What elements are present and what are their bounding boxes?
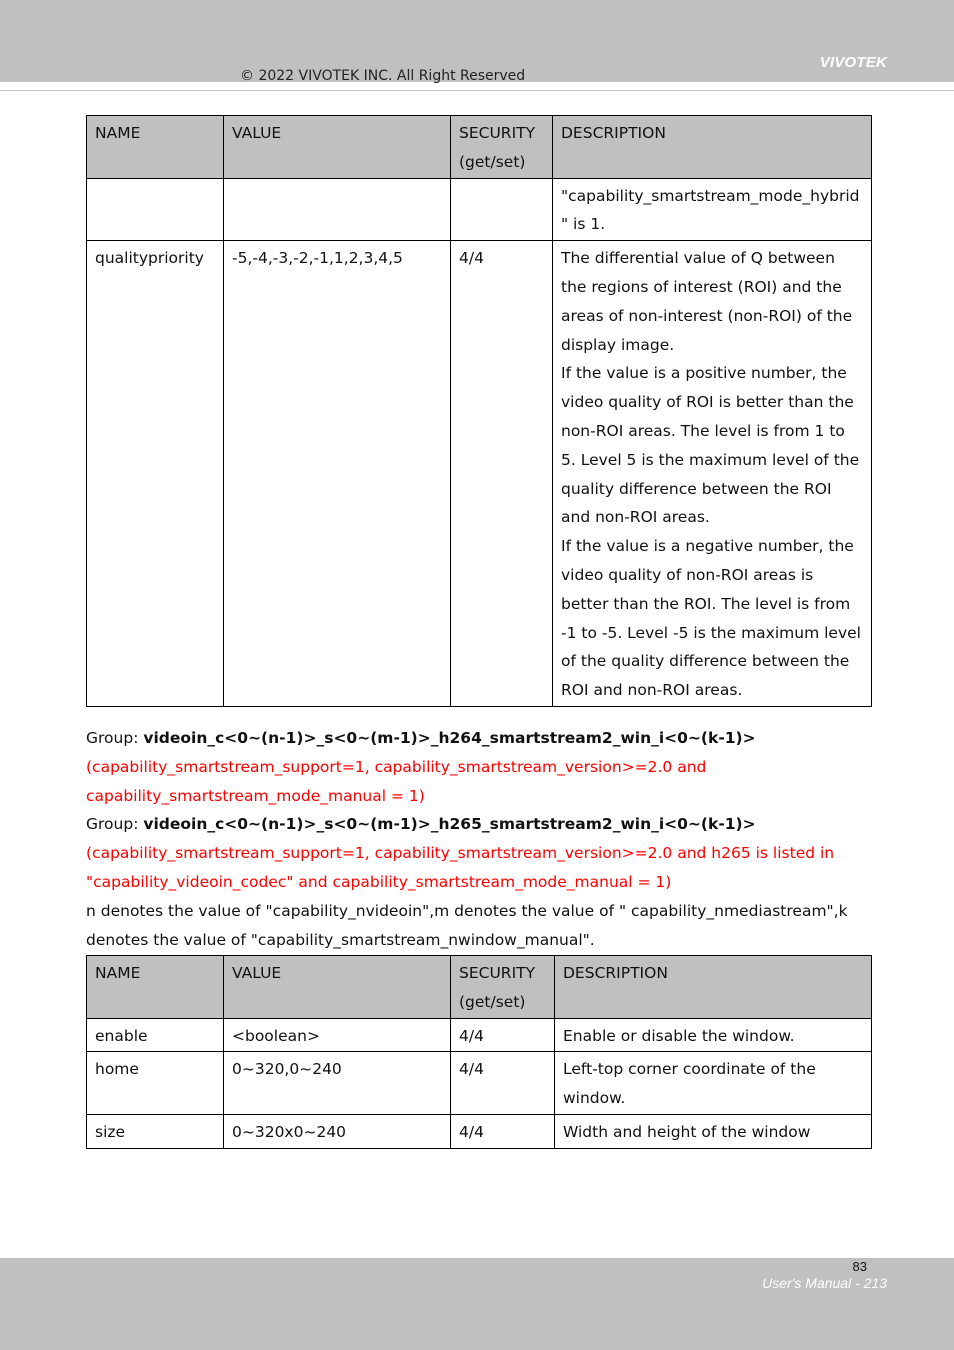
cell-description: Enable or disable the window. [555, 1018, 872, 1052]
cell-name [87, 178, 224, 241]
cell-description [553, 241, 872, 707]
table-row [87, 241, 872, 707]
table-row [87, 1018, 872, 1052]
description-paragraph: The differential value of Q between the regions of interest (ROI) and the areas of non-interest (non-ROI) of the display image. [561, 249, 853, 354]
cell-name: qualitypriority [87, 241, 224, 707]
group-condition: (capability_smartstream_support=1, capability_smartstream_version>=2.0 and capability_smartstream_mode_manual = 1) [86, 757, 707, 805]
cell-security: 4/4 [451, 241, 553, 707]
cell-description: Width and height of the window [555, 1114, 872, 1148]
col-header-security: SECURITY (get/set) [451, 956, 555, 1019]
table-row [87, 1114, 872, 1148]
cell-name: enable [87, 1018, 224, 1052]
cell-value [224, 178, 451, 241]
cell-value: <boolean> [224, 1018, 451, 1052]
col-header-security: SECURITY (get/set) [451, 116, 553, 179]
group-condition: (capability_smartstream_support=1, capability_smartstream_version>=2.0 and h265 is listed in "capability_videoin_codec" and capability_smartstream_mode_manual = 1) [86, 844, 835, 891]
col-header-value: VALUE [224, 956, 451, 1019]
brand-logo: VIVOTEK [819, 54, 887, 71]
description-paragraph: If the value is a positive number, the video quality of ROI is better than the non-ROI areas. The level is from 1 to 5. Level 5 is the maximum level of the quality difference between the ROI and non-ROI areas. [561, 364, 860, 527]
table-header-row [87, 116, 872, 179]
page-number: 83 [852, 1259, 867, 1274]
group-label: Group: [86, 729, 144, 747]
group-line-h265 [86, 810, 876, 839]
copyright-text: © 2022 VIVOTEK INC. All Right Reserved [240, 68, 526, 84]
cell-security: 4/4 [451, 1052, 555, 1115]
cell-value: 0~320x0~240 [224, 1114, 451, 1148]
group-section [86, 724, 876, 954]
cell-description [553, 178, 872, 241]
cell-security [451, 178, 553, 241]
cell-name: size [87, 1114, 224, 1148]
col-header-value: VALUE [224, 116, 451, 179]
manual-page-label: User's Manual - 213 [762, 1275, 887, 1291]
table-row [87, 1052, 872, 1115]
cell-value: 0~320,0~240 [224, 1052, 451, 1115]
group-name: videoin_c<0~(n-1)>_s<0~(m-1)>_h264_smartstream2_win_i<0~(k-1)> [143, 729, 756, 747]
cell-security: 4/4 [451, 1114, 555, 1148]
cell-name: home [87, 1052, 224, 1115]
description-paragraph: If the value is a negative number, the video quality of non-ROI areas is better than the ROI. The level is from -1 to -5. Level -5 is the maximum level of the quality difference between the ROI and non-ROI areas. [561, 537, 861, 700]
parameter-table-1 [86, 115, 872, 707]
col-header-description: DESCRIPTION [555, 956, 872, 1019]
col-header-name: NAME [87, 956, 224, 1019]
page-footer [0, 1258, 954, 1350]
table-header-row [87, 956, 872, 1019]
cell-description: Left-top corner coordinate of the window. [555, 1052, 872, 1115]
description-paragraph: "capability_smartstream_mode_hybrid" is 1. [561, 186, 860, 234]
col-header-name: NAME [87, 116, 224, 179]
group-line-h264 [86, 724, 876, 753]
cell-security: 4/4 [451, 1018, 555, 1052]
cell-value: -5,-4,-3,-2,-1,1,2,3,4,5 [224, 241, 451, 707]
col-header-description: DESCRIPTION [553, 116, 872, 179]
parameter-table-2 [86, 955, 872, 1149]
group-name: videoin_c<0~(n-1)>_s<0~(m-1)>_h265_smartstream2_win_i<0~(k-1)> [143, 815, 756, 834]
table-row [87, 178, 872, 241]
group-label: Group: [86, 815, 144, 834]
header-divider [0, 90, 954, 91]
group-note: n denotes the value of "capability_nvideoin",m denotes the value of " capability_nmediastream",k denotes the value of "capability_smartstream_nwindow_manual". [86, 901, 848, 949]
